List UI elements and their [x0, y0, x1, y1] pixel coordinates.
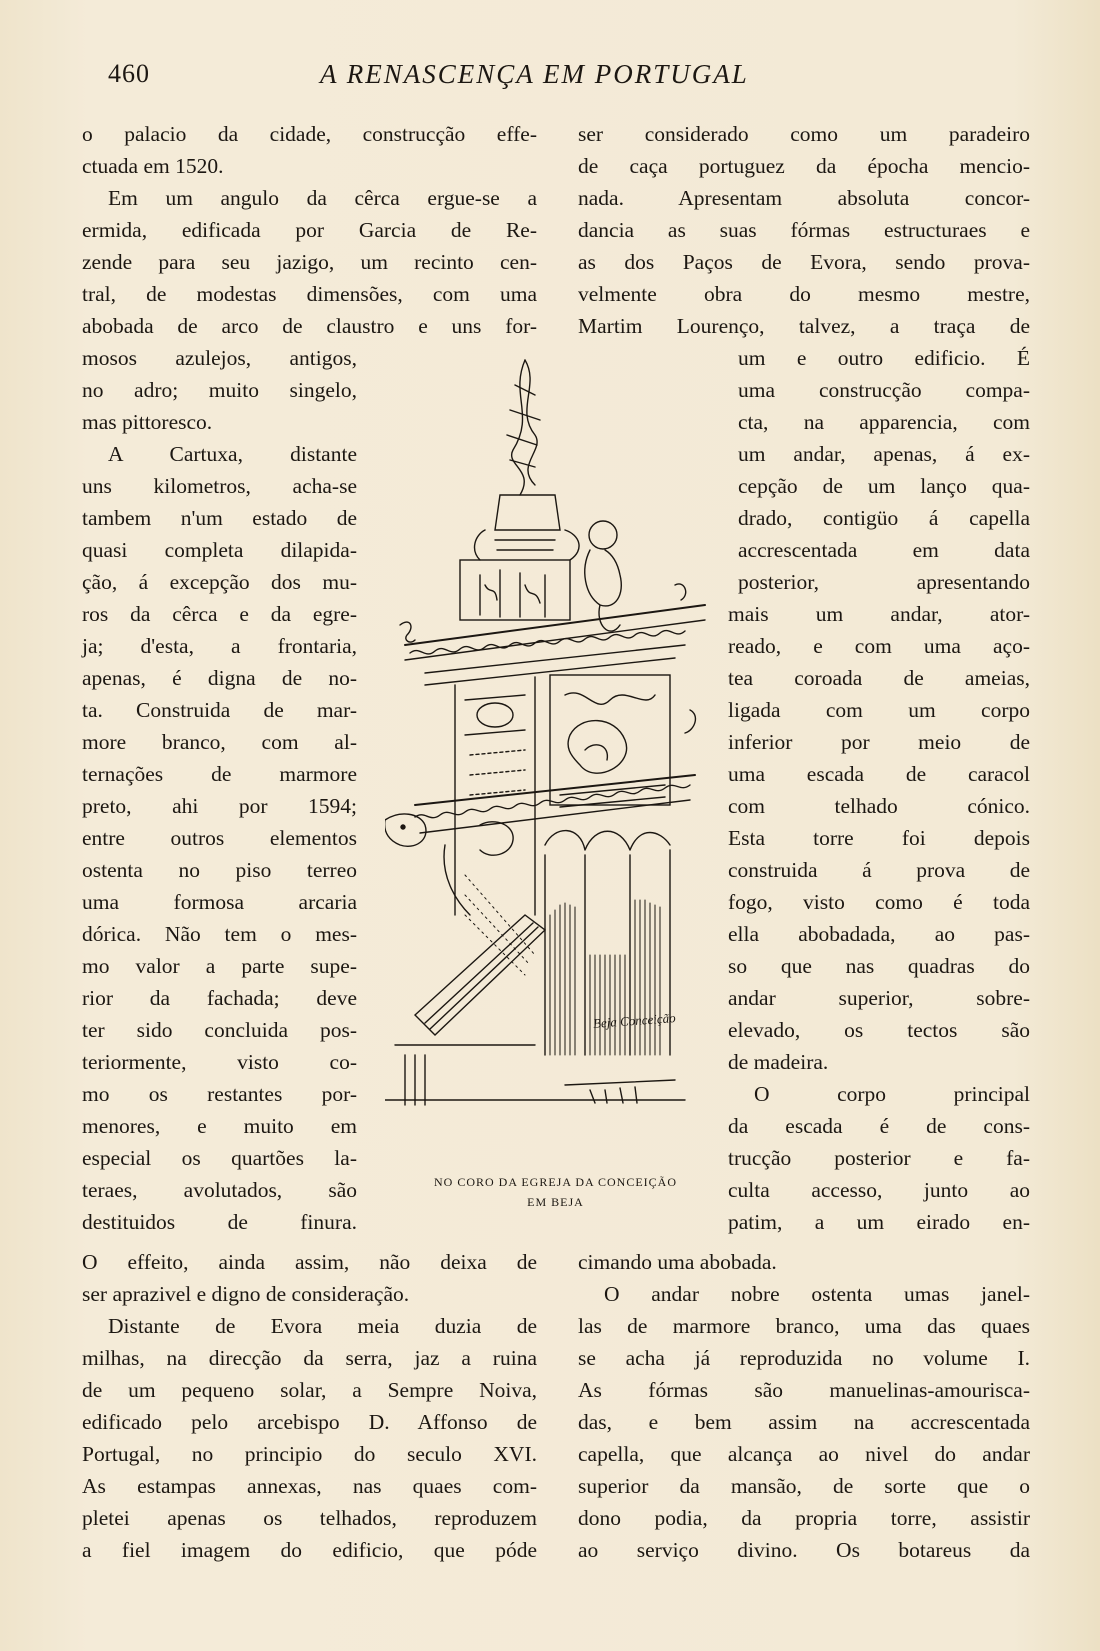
- text-line: de um pequeno solar, a Sempre Noiva,: [82, 1378, 537, 1402]
- text-line: cepção de um lanço qua-: [738, 474, 1030, 498]
- text-line: nada. Apresentam absoluta concor-: [578, 186, 1030, 210]
- text-line: quasi completa dilapida-: [82, 538, 357, 562]
- text-line: menores, e muito em: [82, 1114, 357, 1138]
- text-line: entre outros elementos: [82, 826, 357, 850]
- text-line: preto, ahi por 1594;: [82, 794, 357, 818]
- caption-line: EM BEJA: [527, 1195, 584, 1209]
- text-line: O effeito, ainda assim, não deixa de: [82, 1250, 537, 1274]
- text-line: so que nas quadras do: [728, 954, 1030, 978]
- text-line: patim, a um eirado en-: [728, 1210, 1030, 1234]
- text-line: ser considerado como um paradeiro: [578, 122, 1030, 146]
- text-line: uma escada de caracol: [728, 762, 1030, 786]
- text-line: Esta torre foi depois: [728, 826, 1030, 850]
- text-line: mas pittoresco.: [82, 410, 213, 434]
- text-line: uns kilometros, acha-se: [82, 474, 357, 498]
- text-line: zende para seu jazigo, um recinto cen-: [82, 250, 537, 274]
- text-line: andar superior, sobre-: [728, 986, 1030, 1010]
- text-line: drado, contigüo á capella: [738, 506, 1030, 530]
- text-line: abobada de arco de claustro e uns for-: [82, 314, 537, 338]
- text-line: cta, na apparencia, com: [738, 410, 1030, 434]
- text-line: mo valor a parte supe-: [82, 954, 357, 978]
- text-line: tea coroada de ameias,: [728, 666, 1030, 690]
- text-line: posterior, apresentando: [738, 570, 1030, 594]
- text-line: superior da mansão, de sorte que o: [578, 1474, 1030, 1498]
- text-line: edificado pelo arcebispo D. Affonso de: [82, 1410, 537, 1434]
- text-line: teraes, avolutados, são: [82, 1178, 357, 1202]
- text-line: as dos Paços de Evora, sendo prova-: [578, 250, 1030, 274]
- text-line: O corpo principal: [754, 1082, 1030, 1106]
- text-line: teriormente, visto co-: [82, 1050, 357, 1074]
- text-line: fogo, visto como é toda: [728, 890, 1030, 914]
- text-line: uma construcção compa-: [738, 378, 1030, 402]
- text-line: cimando uma abobada.: [578, 1250, 777, 1274]
- text-line: no adro; muito singelo,: [82, 378, 357, 402]
- caption-line: NO CORO DA EGREJA DA CONCEIÇÃO: [433, 1175, 678, 1189]
- text-line: ros da cêrca e da egre-: [82, 602, 357, 626]
- text-line: reado, e com uma aço-: [728, 634, 1030, 658]
- text-line: ter sido concluida pos-: [82, 1018, 357, 1042]
- text-line: mo os restantes por-: [82, 1082, 357, 1106]
- running-title: A RENASCENÇA EM PORTUGAL: [320, 59, 749, 89]
- text-line: das, e bem assim na accrescentada: [578, 1410, 1030, 1434]
- text-line: dono podia, da propria torre, assistir: [578, 1506, 1030, 1530]
- left-column-bottom: [82, 1246, 537, 1566]
- text-line: Martim Lourenço, talvez, a traça de: [578, 314, 1030, 338]
- text-line: especial os quartões la-: [82, 1146, 357, 1170]
- text-line: ao serviço divino. Os botareus da: [578, 1538, 1030, 1562]
- text-line: elevado, os tectos são: [728, 1018, 1030, 1042]
- text-line: ção, á excepção dos mu-: [82, 570, 357, 594]
- text-line: o palacio da cidade, construcção effe-: [82, 122, 537, 146]
- text-line: ctuada em 1520.: [82, 154, 224, 178]
- text-line: de caça portuguez da épocha mencio-: [578, 154, 1030, 178]
- text-line: ostenta no piso terreo: [82, 858, 357, 882]
- figure-caption: [388, 1172, 723, 1212]
- text-line: ermida, edificada por Garcia de Re-: [82, 218, 537, 242]
- right-column-narrow: [728, 342, 1030, 1238]
- text-line: culta accesso, junto ao: [728, 1178, 1030, 1202]
- text-line: se acha já reproduzida no volume I.: [578, 1346, 1030, 1370]
- text-line: um e outro edificio. É: [738, 346, 1030, 370]
- engraving-illustration: [385, 355, 725, 1155]
- text-line: ternações de marmore: [82, 762, 357, 786]
- text-line: destituidos de finura.: [82, 1210, 357, 1234]
- text-line: capella, que alcança ao nivel do andar: [578, 1442, 1030, 1466]
- text-line: trucção posterior e fa-: [728, 1146, 1030, 1170]
- text-line: um andar, apenas, á ex-: [738, 442, 1030, 466]
- text-line: velmente obra do mesmo mestre,: [578, 282, 1030, 306]
- text-line: Distante de Evora meia duzia de: [108, 1314, 537, 1338]
- text-line: ser aprazivel e digno de consideração.: [82, 1282, 410, 1306]
- text-line: ta. Construida de mar-: [82, 698, 357, 722]
- text-line: A Cartuxa, distante: [108, 442, 357, 466]
- text-line: pletei apenas os telhados, reproduzem: [82, 1506, 537, 1530]
- text-line: com telhado cónico.: [728, 794, 1030, 818]
- text-line: tral, de modestas dimensões, com uma: [82, 282, 537, 306]
- page-number: 460: [108, 59, 150, 88]
- text-line: milhas, na direcção da serra, jaz a ruina: [82, 1346, 537, 1370]
- text-line: ja; d'esta, a frontaria,: [82, 634, 357, 658]
- text-line: tambem n'um estado de: [82, 506, 357, 530]
- text-line: mosos azulejos, antigos,: [82, 346, 357, 370]
- text-line: O andar nobre ostenta umas janel-: [604, 1282, 1030, 1306]
- text-line: mais um andar, ator-: [728, 602, 1030, 626]
- text-line: dancia as suas fórmas estructuraes e: [578, 218, 1030, 242]
- text-line: construida á prova de: [728, 858, 1030, 882]
- page-header: [80, 55, 1025, 95]
- left-column-narrow: [82, 438, 357, 1238]
- text-line: da escada é de cons-: [728, 1114, 1030, 1138]
- text-line: Portugal, no principio do seculo XVI.: [82, 1442, 537, 1466]
- engraving-signature: Beja Conceição: [592, 1010, 677, 1031]
- text-line: As fórmas são manuelinas-amourisca-: [578, 1378, 1030, 1402]
- text-line: apenas, é digna de no-: [82, 666, 357, 690]
- text-line: accrescentada em data: [738, 538, 1030, 562]
- text-line: uma formosa arcaria: [82, 890, 357, 914]
- right-column-bottom: [578, 1246, 1030, 1566]
- text-line: de madeira.: [728, 1050, 829, 1074]
- text-line: inferior por meio de: [728, 730, 1030, 754]
- text-line: ella abobadada, ao pas-: [728, 922, 1030, 946]
- text-line: more branco, com al-: [82, 730, 357, 754]
- text-line: a fiel imagem do edificio, que póde: [82, 1538, 537, 1562]
- text-line: rior da fachada; deve: [82, 986, 357, 1010]
- text-line: ligada com um corpo: [728, 698, 1030, 722]
- text-line: dórica. Não tem o mes-: [82, 922, 357, 946]
- text-line: As estampas annexas, nas quaes com-: [82, 1474, 537, 1498]
- right-column-top: [578, 118, 1030, 342]
- text-line: Em um angulo da cêrca ergue-se a: [108, 186, 537, 210]
- text-line: las de marmore branco, uma das quaes: [578, 1314, 1030, 1338]
